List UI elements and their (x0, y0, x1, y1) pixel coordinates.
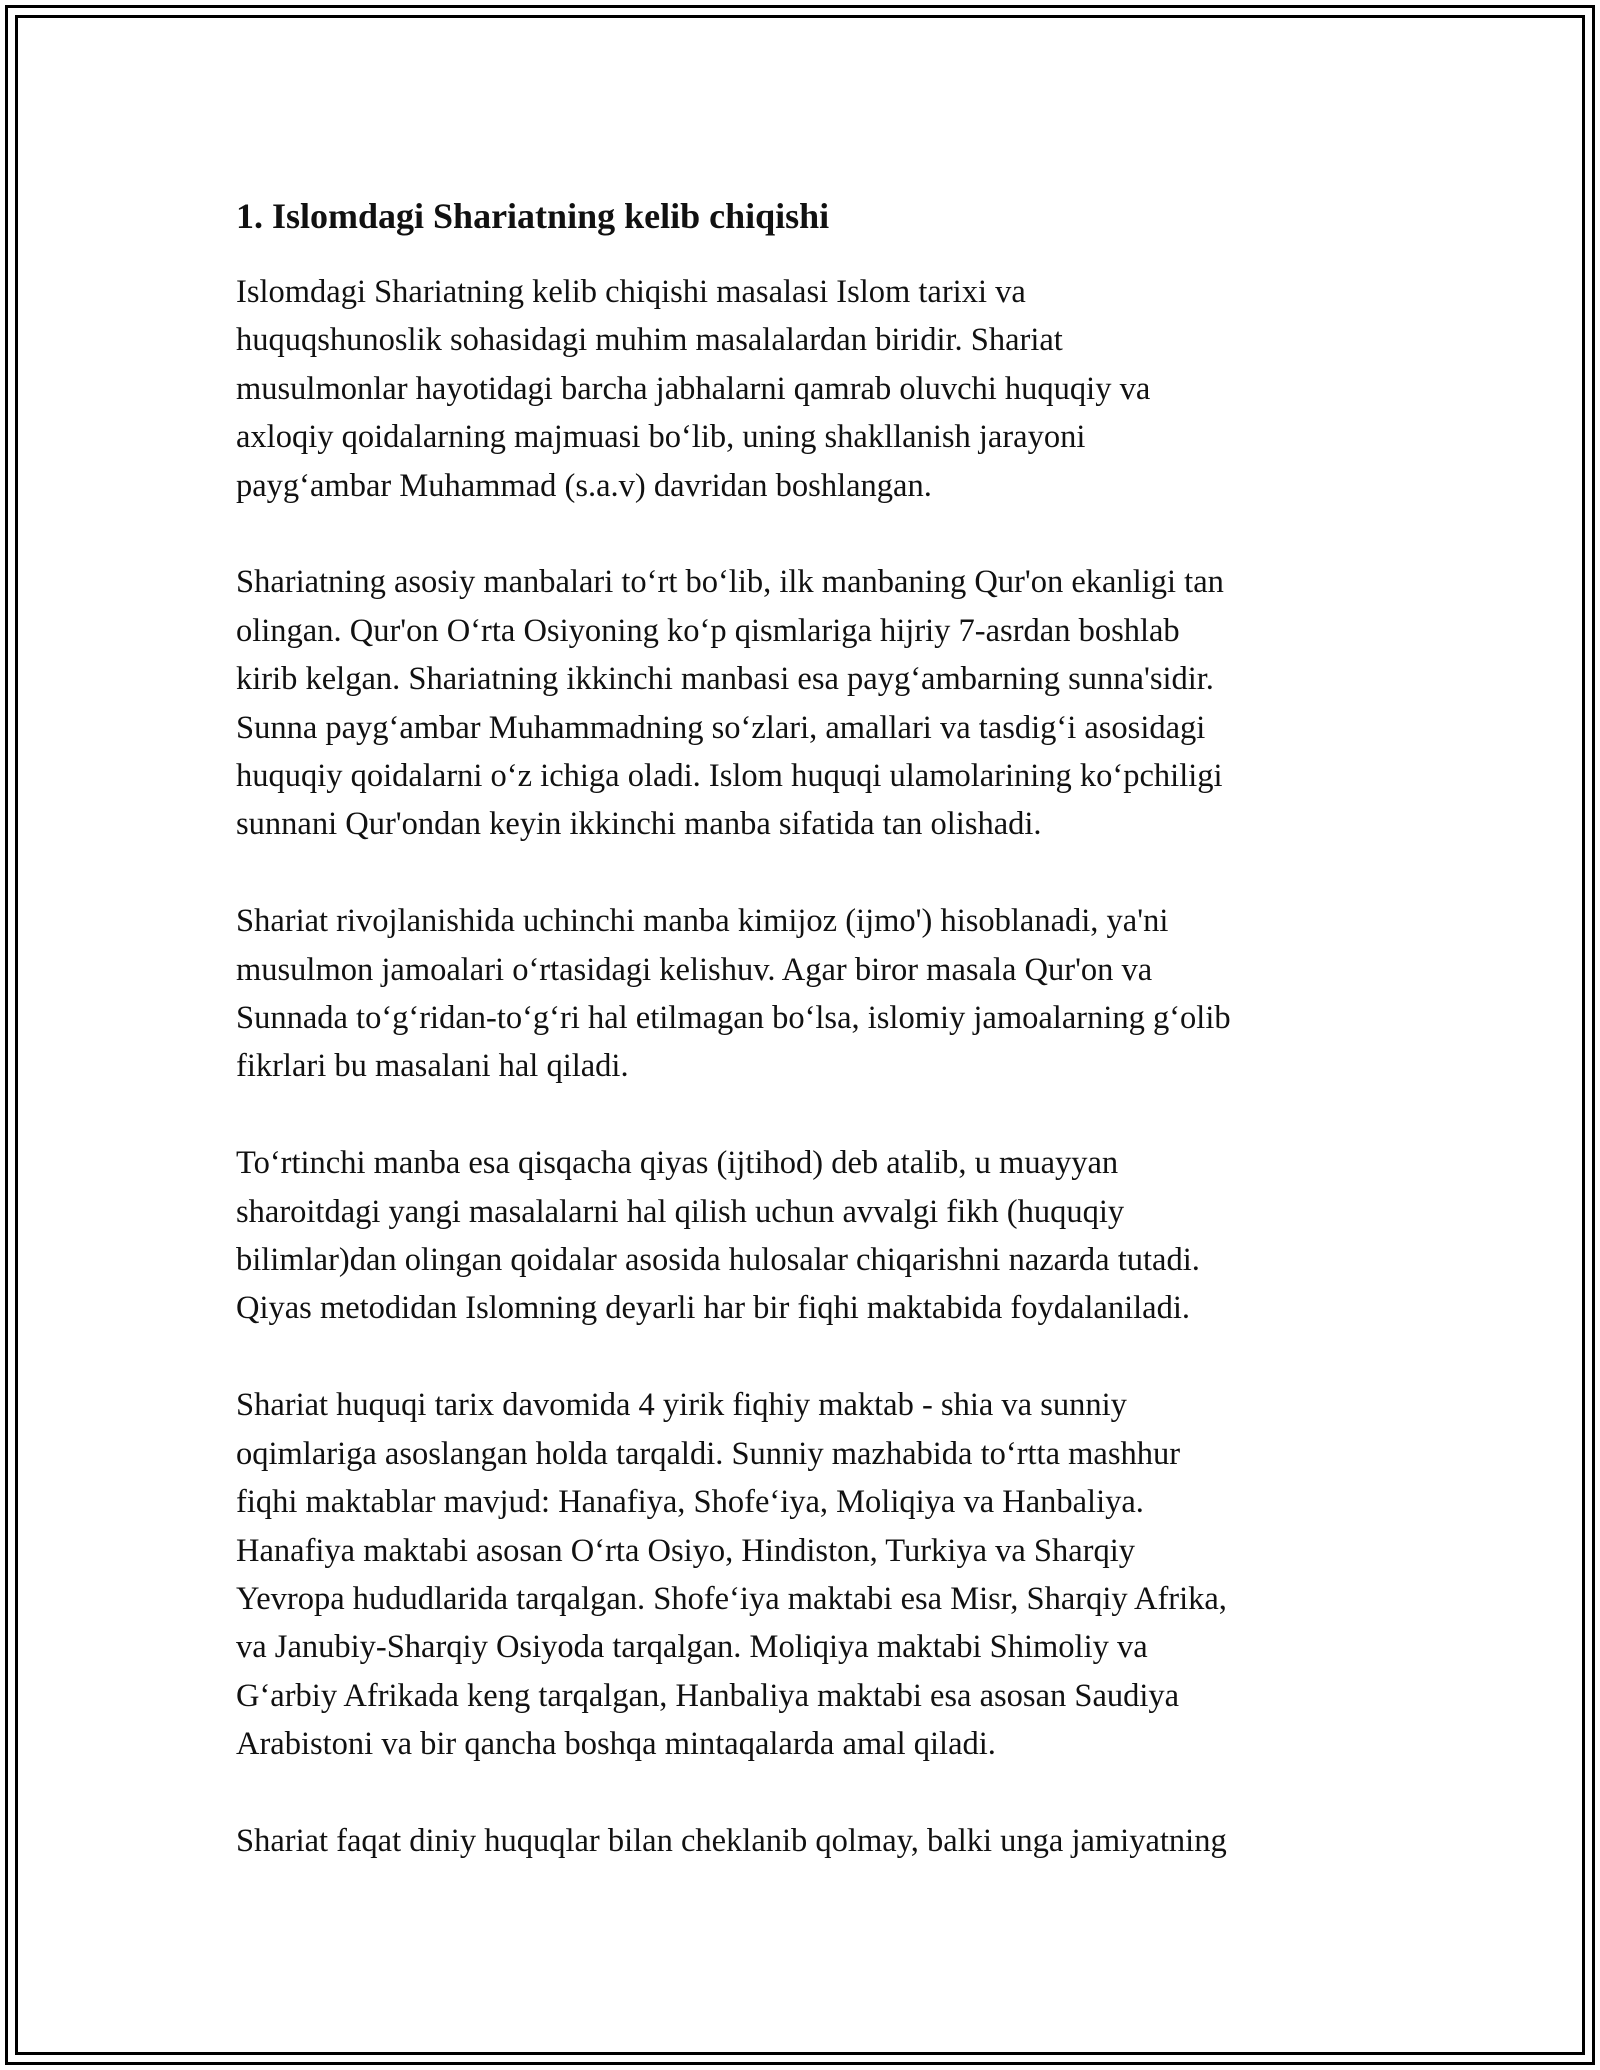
section-heading: 1. Islomdagi Shariatning kelib chiqishi (236, 196, 830, 236)
document-body (236, 188, 1376, 1914)
paragraph-ijmo: Shariat rivojlanishida uchinchi manba kimijoz (ijmo') hisoblanadi, ya'ni musulmon jamoalari o‘rtasidagi kelishuv. Agar biror masala Qur'on va Sunnada to‘g‘ridan-to‘g‘ri hal etilmagan bo‘lsa, islomiy jamoalarning g‘olib fikrlari bu masalani hal qiladi. (236, 903, 1231, 1085)
paragraph-schools: Shariat huquqi tarix davomida 4 yirik fiqhiy maktab - shia va sunniy oqimlariga asoslangan holda tarqaldi. Sunniy mazhabida to‘rtta mashhur fiqhi maktablar mavjud: Hanafiya, Shofe‘iya, Moliqiya va Hanbaliya. Hanafiya maktabi asosan O‘rta Osiyo, Hindiston, Turkiya va Sharqiy Yevropa hududlarida tarqalgan. Shofe‘iya maktabi esa Misr, Sharqiy Afrika, va Janubiy-Sharqiy Osiyoda tarqalgan. Moliqiya maktabi Shimoliy va G‘arbiy Afrikada keng tarqalgan, Hanbaliya maktabi esa asosan Saudiya Arabistoni va bir qancha boshqa mintaqalarda amal qiladi. (236, 1387, 1227, 1763)
paragraph-qiyas: To‘rtinchi manba esa qisqacha qiyas (ijtihod) deb atalib, u muayyan sharoitdagi yangi masalalarni hal qilish uchun avvalgi fikh (huquqiy bilimlar)dan olingan qoidalar asosida hulosalar chiqarishni nazarda tutadi. Qiyas metodidan Islomning deyarli har bir fiqhi maktabida foydalaniladi. (236, 1145, 1200, 1327)
paragraph-sources: Shariatning asosiy manbalari to‘rt bo‘lib, ilk manbaning Qur'on ekanligi tan olingan. Qur'on O‘rta Osiyoning ko‘p qismlariga hijriy 7-asrdan boshlab kirib kelgan. Shariatning ikkinchi manbasi esa payg‘ambarning sunna'sidir. Sunna payg‘ambar Muhammadning so‘zlari, amallari va tasdig‘i asosidagi huquqiy qoidalarni o‘z ichiga oladi. Islom huquqi ulamolarining ko‘pchiligi sunnani Qur'ondan keyin ikkinchi manba sifatida tan olishadi. (236, 564, 1224, 843)
paragraph-society: Shariat faqat diniy huquqlar bilan cheklanib qolmay, balki unga jamiyatning (236, 1822, 1227, 1859)
paragraph-origin: Islomdagi Shariatning kelib chiqishi masalasi Islom tarixi va huquqshunoslik sohasidagi muhim masalalardan biridir. Shariat musulmonlar hayotidagi barcha jabhalarni qamrab oluvchi huquqiy va axloqiy qoidalarning majmuasi bo‘lib, uning shakllanish jarayoni payg‘ambar Muhammad (s.a.v) davridan boshlangan. (236, 274, 1151, 504)
